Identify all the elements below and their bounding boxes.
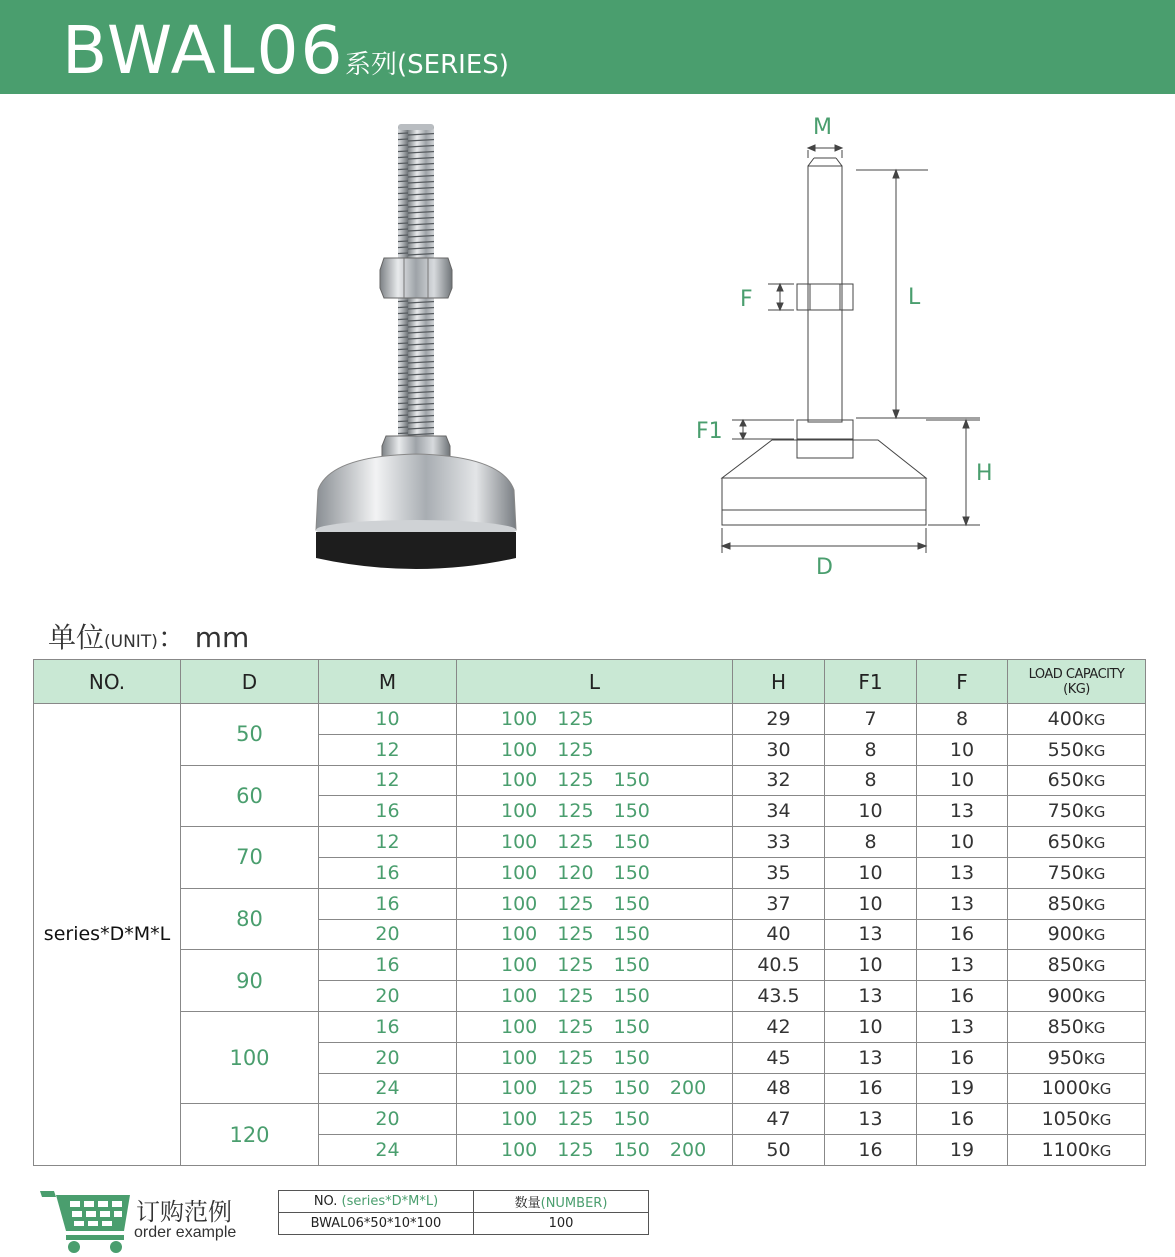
load-value: 1100 bbox=[1041, 1139, 1090, 1162]
order-col2-sub: (NUMBER) bbox=[540, 1196, 608, 1211]
d-cell: 80 bbox=[181, 888, 319, 950]
load-cell bbox=[1008, 796, 1146, 827]
load-cell bbox=[1008, 857, 1146, 888]
load-cell bbox=[1008, 919, 1146, 950]
l-cell: 100 125 150 bbox=[457, 981, 733, 1012]
m-cell: 16 bbox=[319, 796, 457, 827]
load-cell bbox=[1008, 1073, 1146, 1104]
m-cell: 16 bbox=[319, 1011, 457, 1042]
load-unit: KG bbox=[1083, 895, 1106, 914]
m-cell: 24 bbox=[319, 1135, 457, 1166]
h-cell: 42 bbox=[733, 1011, 825, 1042]
unit-cn: 单位 bbox=[48, 621, 105, 654]
load-unit: KG bbox=[1083, 834, 1106, 853]
f1-cell: 8 bbox=[825, 734, 917, 765]
f-cell: 10 bbox=[917, 734, 1008, 765]
dim-label-f: F bbox=[740, 287, 753, 312]
spec-table-body bbox=[34, 704, 1146, 1166]
load-cell bbox=[1008, 1135, 1146, 1166]
m-cell: 12 bbox=[319, 765, 457, 796]
m-cell: 12 bbox=[319, 827, 457, 858]
load-cell bbox=[1008, 950, 1146, 981]
load-value: 650 bbox=[1047, 831, 1084, 854]
h-cell: 33 bbox=[733, 827, 825, 858]
upper-hex-nut bbox=[380, 258, 452, 298]
table-row bbox=[34, 765, 1146, 796]
l-cell: 100 125 150 bbox=[457, 950, 733, 981]
load-value: 1000 bbox=[1041, 1077, 1090, 1100]
f-cell: 16 bbox=[917, 1042, 1008, 1073]
f-cell: 16 bbox=[917, 981, 1008, 1012]
h-cell: 32 bbox=[733, 765, 825, 796]
dim-label-f1: F1 bbox=[696, 419, 723, 444]
f-cell: 8 bbox=[917, 704, 1008, 735]
load-value: 850 bbox=[1047, 892, 1084, 915]
f1-cell: 10 bbox=[825, 1011, 917, 1042]
order-example-title: 订购范例 bbox=[136, 1198, 232, 1226]
model-title: BWAL06 bbox=[62, 12, 345, 89]
dim-label-h: H bbox=[976, 461, 993, 486]
header-load-capacity bbox=[1008, 660, 1146, 704]
load-unit: KG bbox=[1083, 864, 1106, 883]
l-cell: 100 125 150 bbox=[457, 1104, 733, 1135]
load-cell bbox=[1008, 1104, 1146, 1135]
load-cell bbox=[1008, 734, 1146, 765]
load-value: 750 bbox=[1047, 861, 1084, 884]
f-cell: 10 bbox=[917, 827, 1008, 858]
l-cell: 100 125 150 200 bbox=[457, 1073, 733, 1104]
l-cell: 100 125 150 bbox=[457, 919, 733, 950]
f-cell: 13 bbox=[917, 1011, 1008, 1042]
f-cell: 13 bbox=[917, 950, 1008, 981]
order-example-no: BWAL06*50*10*100 bbox=[279, 1213, 474, 1235]
l-cell: 100 125 150 bbox=[457, 796, 733, 827]
m-cell: 20 bbox=[319, 981, 457, 1012]
order-col1-sub: (series*D*M*L) bbox=[341, 1194, 439, 1209]
load-header-line1: LOAD CAPACITY bbox=[1028, 666, 1125, 682]
d-cell: 70 bbox=[181, 827, 319, 889]
load-unit: KG bbox=[1083, 957, 1106, 976]
load-cell bbox=[1008, 1011, 1146, 1042]
header-h: H bbox=[733, 660, 825, 704]
l-cell: 100 125 150 200 bbox=[457, 1135, 733, 1166]
m-cell: 20 bbox=[319, 1104, 457, 1135]
l-cell: 100 120 150 bbox=[457, 857, 733, 888]
dim-label-m: M bbox=[813, 115, 832, 140]
h-cell: 48 bbox=[733, 1073, 825, 1104]
f-cell: 13 bbox=[917, 888, 1008, 919]
f1-cell: 13 bbox=[825, 919, 917, 950]
h-cell: 30 bbox=[733, 734, 825, 765]
load-value: 550 bbox=[1047, 738, 1084, 761]
load-unit: KG bbox=[1083, 803, 1106, 822]
load-cell bbox=[1008, 1042, 1146, 1073]
m-cell: 24 bbox=[319, 1073, 457, 1104]
h-cell: 47 bbox=[733, 1104, 825, 1135]
f1-cell: 16 bbox=[825, 1073, 917, 1104]
table-row bbox=[34, 827, 1146, 858]
h-cell: 40.5 bbox=[733, 950, 825, 981]
d-cell: 90 bbox=[181, 950, 319, 1012]
load-unit: KG bbox=[1089, 1111, 1112, 1130]
load-value: 850 bbox=[1047, 954, 1084, 977]
page-header bbox=[0, 0, 1175, 94]
unit-value: mm bbox=[194, 621, 250, 654]
load-value: 950 bbox=[1047, 1046, 1084, 1069]
h-cell: 43.5 bbox=[733, 981, 825, 1012]
order-col1-header bbox=[279, 1191, 474, 1213]
m-cell: 20 bbox=[319, 1042, 457, 1073]
load-unit: KG bbox=[1083, 710, 1106, 729]
h-cell: 45 bbox=[733, 1042, 825, 1073]
order-example-table bbox=[278, 1190, 649, 1235]
table-header-row bbox=[34, 660, 1146, 704]
table-row bbox=[34, 1011, 1146, 1042]
m-cell: 16 bbox=[319, 857, 457, 888]
load-value: 900 bbox=[1047, 985, 1084, 1008]
load-cell bbox=[1008, 704, 1146, 735]
order-example-qty: 100 bbox=[474, 1213, 649, 1235]
h-cell: 29 bbox=[733, 704, 825, 735]
f-cell: 16 bbox=[917, 1104, 1008, 1135]
load-value: 1050 bbox=[1041, 1108, 1090, 1131]
unit-en: (UNIT) bbox=[104, 632, 158, 652]
m-cell: 16 bbox=[319, 888, 457, 919]
shopping-cart-icon bbox=[40, 1185, 132, 1255]
h-cell: 50 bbox=[733, 1135, 825, 1166]
f1-cell: 10 bbox=[825, 857, 917, 888]
order-example-row bbox=[279, 1213, 649, 1235]
series-en: (SERIES) bbox=[397, 50, 509, 80]
dim-label-l: L bbox=[908, 285, 921, 310]
d-cell: 120 bbox=[181, 1104, 319, 1166]
f1-cell: 10 bbox=[825, 950, 917, 981]
h-cell: 34 bbox=[733, 796, 825, 827]
l-cell: 100 125 150 bbox=[457, 1042, 733, 1073]
table-row bbox=[34, 704, 1146, 735]
load-unit: KG bbox=[1083, 926, 1106, 945]
f1-cell: 8 bbox=[825, 765, 917, 796]
table-row bbox=[34, 1104, 1146, 1135]
unit-colon: ： bbox=[157, 621, 186, 654]
load-unit: KG bbox=[1089, 1142, 1112, 1161]
load-cell bbox=[1008, 765, 1146, 796]
load-unit: KG bbox=[1089, 1080, 1112, 1099]
header-f: F bbox=[917, 660, 1008, 704]
order-col2-label: 数量 bbox=[514, 1196, 541, 1211]
unit-line bbox=[48, 616, 249, 656]
h-cell: 35 bbox=[733, 857, 825, 888]
load-unit: KG bbox=[1083, 1018, 1106, 1037]
m-cell: 16 bbox=[319, 950, 457, 981]
order-header-row bbox=[279, 1191, 649, 1213]
load-value: 750 bbox=[1047, 800, 1084, 823]
l-cell: 100 125 bbox=[457, 704, 733, 735]
m-cell: 12 bbox=[319, 734, 457, 765]
load-value: 650 bbox=[1047, 769, 1084, 792]
table-row bbox=[34, 888, 1146, 919]
h-cell: 40 bbox=[733, 919, 825, 950]
order-col1-label: NO. bbox=[313, 1194, 338, 1209]
header-d: D bbox=[181, 660, 319, 704]
technical-drawing bbox=[680, 108, 1020, 588]
f1-cell: 7 bbox=[825, 704, 917, 735]
d-cell: 50 bbox=[181, 704, 319, 766]
f1-cell: 10 bbox=[825, 796, 917, 827]
f-cell: 16 bbox=[917, 919, 1008, 950]
load-value: 900 bbox=[1047, 923, 1084, 946]
series-label bbox=[345, 44, 509, 81]
header-f1: F1 bbox=[825, 660, 917, 704]
load-unit: KG bbox=[1083, 988, 1106, 1007]
rubber-pad bbox=[316, 532, 516, 569]
f-cell: 13 bbox=[917, 857, 1008, 888]
f1-cell: 10 bbox=[825, 888, 917, 919]
product-photo bbox=[300, 118, 530, 583]
load-cell bbox=[1008, 888, 1146, 919]
f-cell: 10 bbox=[917, 765, 1008, 796]
load-header-line2: (KG) bbox=[1063, 681, 1090, 697]
load-value: 400 bbox=[1047, 707, 1084, 730]
h-cell: 37 bbox=[733, 888, 825, 919]
dim-label-d: D bbox=[816, 555, 833, 580]
no-cell: series*D*M*L bbox=[34, 704, 181, 1166]
order-col2-header bbox=[474, 1191, 649, 1213]
l-cell: 100 125 bbox=[457, 734, 733, 765]
load-cell bbox=[1008, 827, 1146, 858]
f1-cell: 13 bbox=[825, 1042, 917, 1073]
l-cell: 100 125 150 bbox=[457, 888, 733, 919]
spec-table bbox=[33, 659, 1146, 1166]
load-unit: KG bbox=[1083, 772, 1106, 791]
d-cell: 60 bbox=[181, 765, 319, 827]
series-cn: 系列 bbox=[345, 50, 398, 80]
f-cell: 19 bbox=[917, 1073, 1008, 1104]
order-example-subtitle: order example bbox=[134, 1224, 237, 1241]
f1-cell: 8 bbox=[825, 827, 917, 858]
load-cell bbox=[1008, 981, 1146, 1012]
load-unit: KG bbox=[1083, 741, 1106, 760]
header-l: L bbox=[457, 660, 733, 704]
f1-cell: 13 bbox=[825, 1104, 917, 1135]
steel-base bbox=[316, 454, 516, 530]
f-cell: 13 bbox=[917, 796, 1008, 827]
m-cell: 20 bbox=[319, 919, 457, 950]
f-cell: 19 bbox=[917, 1135, 1008, 1166]
l-cell: 100 125 150 bbox=[457, 1011, 733, 1042]
header-m: M bbox=[319, 660, 457, 704]
m-cell: 10 bbox=[319, 704, 457, 735]
load-unit: KG bbox=[1083, 1049, 1106, 1068]
d-cell: 100 bbox=[181, 1011, 319, 1103]
f1-cell: 16 bbox=[825, 1135, 917, 1166]
l-cell: 100 125 150 bbox=[457, 765, 733, 796]
l-cell: 100 125 150 bbox=[457, 827, 733, 858]
load-value: 850 bbox=[1047, 1015, 1084, 1038]
header-no: NO. bbox=[34, 660, 181, 704]
f1-cell: 13 bbox=[825, 981, 917, 1012]
table-row bbox=[34, 950, 1146, 981]
